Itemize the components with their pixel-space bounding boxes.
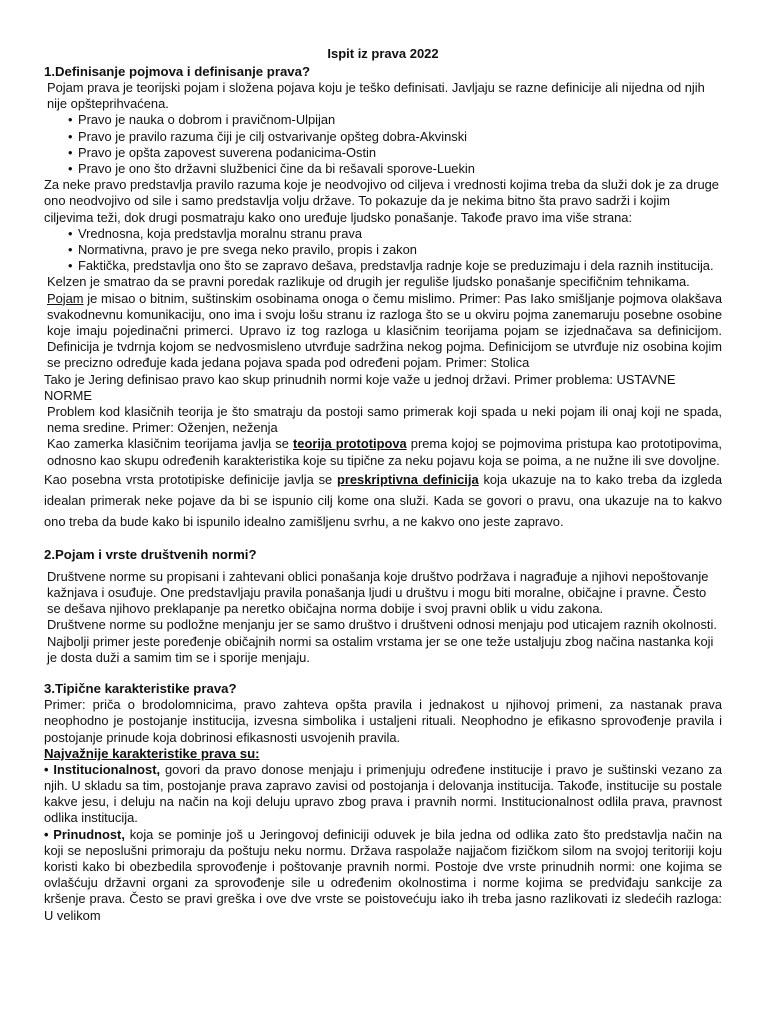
s1-definitions-list — [44, 112, 722, 177]
list-item: • Pravo je nauka o dobrom i pravičnom-Ulpijan — [68, 112, 722, 128]
term-pojam: Pojam — [47, 290, 84, 306]
s1-paragraph-5: Tako je Jering definisao pravo kao skup prinudnih normi koje važe u jednoj državi. Primer problema: USTAVNE NORME — [44, 371, 676, 403]
s1-p8-text-a: Kao posebna vrsta prototipiske definicije javlja se — [44, 471, 337, 487]
s3-paragraph-1: Primer: priča o brodolomnicima, pravo zahteva opšta pravila i jednakost u njihovoj primeni, za nastanak prava neophodno je postojanje institucija, izvesna simbolika i ustaljeni rituali. Neophodno je efikasno sprovođenje pravila i postojanje prinude koja dobrinosi efikasnosti usvojenih pravila. — [44, 697, 722, 745]
s1-p7-text-a: Kao zamerka klasičnim teorijama javlja se — [47, 436, 293, 452]
s3-bullet-prinudnost — [44, 827, 722, 924]
list-item: • Pravo je opšta zapovest suverena podanicima-Ostin — [68, 145, 722, 161]
s1-sides-list — [44, 226, 722, 275]
s1-paragraph-2: Za neke pravo predstavlja pravilo razuma koje je neodvojivo od ciljeva i vrednosti kojima treba da služi dok je za druge ono neodvojivo od sile i samo predstavlja volju države. To pokazuje da je nekima bitno šta pravo sadrži i kojim ciljevima teži, dok drugi posmatraju kako ono uređuje ljudsko ponašanje. Takođe pravo ima više strana: — [44, 177, 719, 225]
section-3-heading: 3.Tipične karakteristike prava? — [44, 681, 237, 697]
term-institucionalnost: • Institucionalnost, — [44, 761, 161, 777]
s2-paragraph-2: Društvene norme su podložne menjanju jer se samo društvo i društveni odnosi menjaju pod uticajem raznih okolnosti. Najbolji primer jeste poređenje običajnih normi sa ostalim vrstama jer se one teže ustaljuju zbog načina nastanka koji je dosta duži a samim tim se i sporije menjaju. — [47, 617, 717, 665]
s1-paragraph-4 — [44, 291, 722, 372]
s1-paragraph-8 — [44, 469, 722, 532]
list-item: • Pravo je pravilo razuma čiji je cilj ostvarivanje opšteg dobra-Akvinski — [68, 129, 722, 145]
term-preskriptivna-definicija: preskriptivna definicija — [337, 471, 479, 487]
list-item: • Faktička, predstavlja ono što se zapravo dešava, predstavlja radnje koje se preduzimaju i dela raznih institucija. — [68, 258, 722, 274]
s1-p7-text-b: prema kojoj se pojmovima pristupa kao prototipovima, odnosno kao skupu određenih karakteristika koje su tipične za neku pojavu koja se poima, a ne nužne ili sve dovoljne. — [47, 436, 722, 468]
s1-paragraph-3: Kelzen je smatrao da se pravni poredak razlikuje od drugih jer reguliše ljudsko ponašanje specifičnim tehnikama. — [47, 274, 690, 290]
document-title: Ispit iz prava 2022 — [327, 46, 439, 61]
list-item: • Vrednosna, koja predstavlja moralnu stranu prava — [68, 226, 722, 242]
term-teorija-prototipova: teorija prototipova — [292, 436, 407, 452]
s3-subheading: Najvažnije karakteristike prava su: — [44, 745, 260, 761]
list-item: • Normativna, pravo je pre svega neko pravilo, propis i zakon — [68, 242, 722, 258]
s3-bullet-institucionalnost — [44, 762, 722, 827]
term-prinudnost: • Prinudnost, — [44, 826, 125, 842]
spacer — [44, 532, 722, 547]
s1-paragraph-6: Problem kod klasičnih teorija je što smatraju da postoji samo primerak koji spada u neki pojam ili onaj koji ne spada, nema sredine. Primer: Oženjen, neženja — [47, 404, 722, 436]
s1-paragraph-1: Pojam prava je teorijski pojam i složena pojava koju je teško definisati. Javljaju se razne definicije ali nijedna od njih nije opšteprihvaćena. — [47, 80, 705, 112]
section-1-heading: 1.Definisanje pojmova i definisanje prava? — [44, 64, 311, 79]
s1-p4-text: je misao o bitnim, suštinskim osobinama onoga o čemu mislimo. Primer: Pas Iako smišljanje pojmova olakšava svakodnevnu komunikaciju, ono ima i svoju lošu stranu iz razloga što se u okviru pojma zanemaruju posebne osobine koje imaju pojedinačni primerci. Upravo iz tog razloga u klasičnim teorijama pojam se izjednačava sa definicijom. Definicija je tvdrnja kojom se nedvosmisleno utvrđuje sadržina nekog pojma. Definicijom se utvrđuje niz osobina kojim se precizno određuje kada jedana pojava spada pod određeni pojam. Primer: Stolica — [47, 290, 722, 371]
s3-bullet1-text: govori da pravo donose menjaju i primenjuju određene institucije i pravo je suštinski vezano za njih. U skladu sa tim, postojanje prava zapravo zavisi od postojanja i delovanja institucija. Takođe, institucije su postale kakve jesu, i deluju na način na koji deluju upravo zbog prava i pravnih normi. Institucionalnost odlila prava, pravnost odlika institucija. — [44, 761, 722, 826]
s2-paragraph-1: Društvene norme su propisani i zahtevani oblici ponašanja koje društvo podržava i nagrađuje a njihovi nepoštovanje kažnjava i osuđuje. One predstavljaju pravila ponašanja ljudi u društvu i mogu biti moralne, običajne i pravne. Često se dešava njihovo preklapanje pa neretko običajna norma dobije i svoj pravni oblik u vidu zakona. — [47, 568, 709, 617]
spacer — [44, 666, 722, 681]
s3-bullet2-text: koja se pominje još u Jeringovoj definiciji oduvek je bila jedna od odlika zato što predstavlja način na koji se neposlušni primoraju da poštuju neku normu. Država raspolaže najjačom fizičkom silom na svojoj teritoriji koju koristi kako bi obezbedila sprovođenje i poštovanje pravnih normi. Postoje dve vrste prinudnih normi: one kojima se ovlašćuju državni organi za sprovođenje sile u određenim okolnostima i norme kojima se predviđaju sankcije za kršenje prava. Često se pravi greška i ove dve vrste se poistovećuju iako ih treba jasno razlikovati iz sledećih razloga: U velikom — [44, 826, 722, 923]
s1-paragraph-7 — [44, 436, 722, 468]
section-2-heading: 2.Pojam i vrste društvenih normi? — [44, 546, 257, 562]
list-item: • Pravo je ono što državni službenici čine da bi rešavali sporove-Luekin — [68, 161, 722, 177]
s1-p8-text-b: koja ukazuje na to kako treba da izgleda idealan primerak neke pojave da bi se ispunio cilj kome ona služi. Kada se govori o pravu, ona ukazuje na to kakvo ono treba da bude kako bi ispunilo idealno zamišljenu svrhu, a ne kakvo ono jeste zapravo. — [44, 471, 722, 529]
